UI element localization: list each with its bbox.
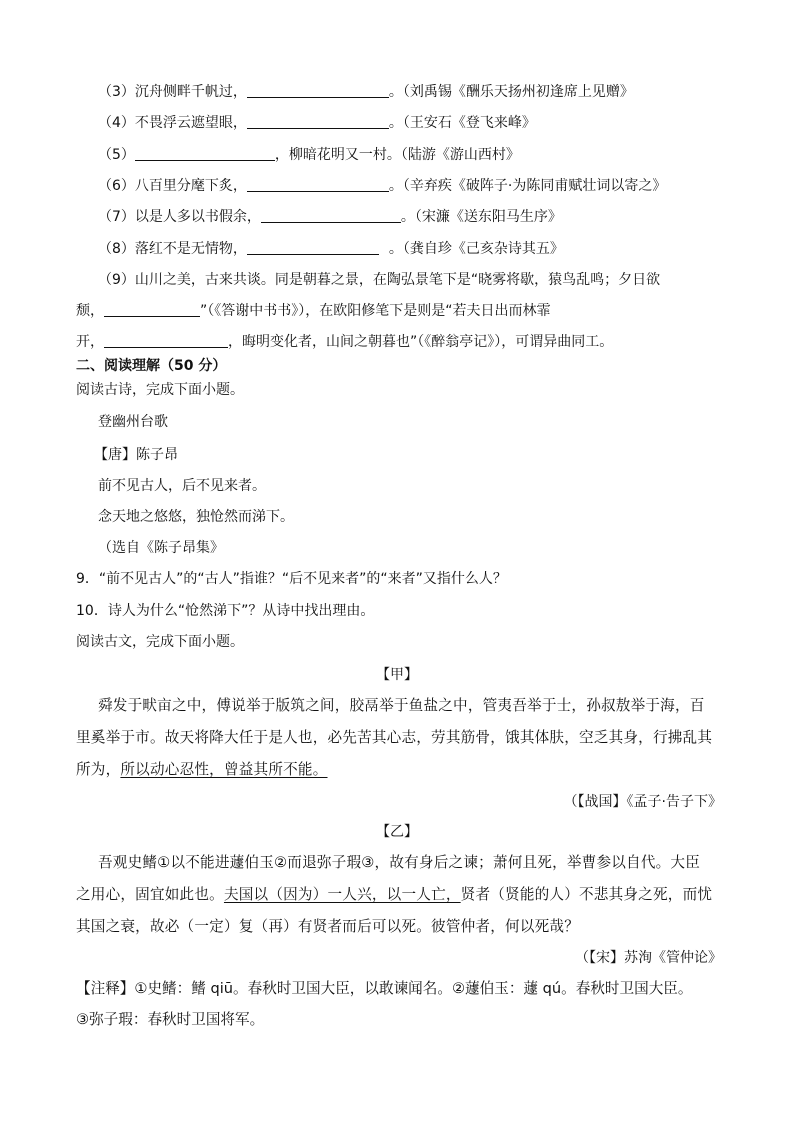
- annotation-line-2: ③弥子瑕：春秋时卫国将军。: [76, 1011, 265, 1028]
- poem-title: 登幽州台歌: [98, 414, 168, 430]
- poem-instruction: 阅读古诗，完成下面小题。: [76, 382, 244, 398]
- section-title: 二、阅读理解（50 分）: [76, 358, 227, 374]
- fill-item-8-suffix: 。（龚自珍《己亥杂诗其五》: [388, 241, 564, 257]
- answer-blank[interactable]: [261, 208, 401, 223]
- fill-item-7-suffix: 。（宋濂《送东阳马生序》: [400, 209, 562, 225]
- passage-yi-line-1: 吾观史鳍①以不能进蘧伯玉②而退弥子瑕③，故有身后之谏；萧何且死，举曹参以自代。大臣: [98, 854, 701, 871]
- prose-instruction: 阅读古文，完成下面小题。: [76, 634, 244, 650]
- question-9: 9．“前不见古人”的“古人”指谁？“后不见来者”的“来者”又指什么人？: [76, 571, 507, 587]
- passage-yi-line-2-start: 之用心，固宜如此也。: [76, 886, 224, 903]
- answer-blank[interactable]: [247, 83, 389, 98]
- answer-blank[interactable]: [104, 333, 228, 348]
- poem-author: 【唐】陈子昂: [94, 447, 178, 463]
- answer-blank[interactable]: [247, 177, 389, 192]
- fill-item-3-prefix: （3）沉舟侧畔千帆过，: [98, 84, 247, 100]
- fill-item-4: [98, 113, 536, 133]
- passage-jia-line-3-start: 所为，: [76, 761, 121, 778]
- fill-item-7: [98, 207, 562, 227]
- passage-jia-line-3: [76, 760, 328, 780]
- underlined-sentence: 夫国以（因为）一人兴，以一人亡，: [223, 886, 461, 903]
- passage-jia-label: 【甲】: [376, 667, 418, 683]
- poem-line-1: 前不见古人，后不见来者。: [98, 478, 266, 494]
- poem-source: （选自《陈子昂集》: [98, 540, 224, 556]
- fill-item-4-prefix: （4）不畏浮云遮望眼，: [98, 115, 247, 131]
- answer-blank[interactable]: [247, 240, 379, 255]
- fill-item-5-prefix: （5）: [98, 147, 135, 163]
- fill-item-3: [98, 82, 634, 102]
- answer-blank[interactable]: [247, 114, 389, 129]
- fill-item-9-line2-suffix: ”（《答谢中书书》），在欧阳修笔下是则是“若夫日出而林霏: [200, 303, 551, 319]
- fill-item-9-line3: [76, 332, 613, 352]
- fill-item-5-suffix: ，柳暗花明又一村。（陆游《游山西村》: [274, 147, 520, 163]
- passage-yi-line-2: [76, 885, 712, 905]
- poem-line-2: 念天地之悠悠，独怆然而涕下。: [98, 509, 294, 525]
- annotation-line-1: 【注释】①史鳍：鳍 qiū。春秋时卫国大臣，以敢谏闻名。②蘧伯玉：蘧 qú。春秋时卫国大臣。: [76, 980, 693, 997]
- fill-item-9-line1: （9）山川之美，古来共谈。同是朝暮之景，在陶弘景笔下是“晓雾将歇，猿鸟乱鸣；夕日欲: [98, 272, 661, 288]
- fill-item-4-suffix: 。（王安石《登飞来峰》: [388, 115, 536, 131]
- answer-blank[interactable]: [104, 302, 200, 317]
- fill-item-6: [98, 176, 666, 196]
- passage-jia-line-1: 舜发于畎亩之中，傅说举于版筑之间，胶鬲举于鱼盐之中，管夷吾举于士，孙叔敖举于海，百: [98, 697, 705, 714]
- question-10: 10．诗人为什么“怆然涕下”？从诗中找出理由。: [76, 603, 375, 619]
- passage-yi-label: 【乙】: [376, 824, 418, 840]
- fill-item-8-prefix: （8）落红不是无情物，: [98, 241, 247, 257]
- fill-item-3-suffix: 。（刘禹锡《酬乐天扬州初逢席上见赠》: [388, 84, 634, 100]
- fill-item-5: [98, 145, 520, 165]
- passage-yi-source: （【宋】苏洵《管仲论》: [575, 950, 722, 966]
- answer-blank[interactable]: [135, 146, 275, 161]
- fill-item-8: [98, 239, 564, 259]
- fill-item-6-prefix: （6）八百里分麾下炙，: [98, 178, 247, 194]
- passage-jia-line-2: 里奚举于市。故天将降大任于是人也，必先苦其心志，劳其筋骨，饿其体肤，空乏其身，行拂乱其: [76, 729, 713, 746]
- underlined-sentence: 所以动心忍性，曾益其所不能。: [120, 761, 328, 778]
- passage-yi-line-2-end: 贤者（贤能的人）不悲其身之死，而忧: [460, 886, 713, 903]
- fill-item-9-line2: [76, 301, 551, 321]
- passage-yi-line-3: 其国之衰，故必（一定）复（再）有贤者而后可以死。彼管仲者，何以死哉？: [76, 918, 579, 935]
- fill-item-9-line3-suffix: ，晦明变化者，山间之朝暮也”（《醉翁亭记》），可谓异曲同工。: [228, 334, 614, 350]
- fill-item-6-suffix: 。（辛弃疾《破阵子·为陈同甫赋壮词以寄之》: [388, 178, 667, 194]
- fill-item-9-line2-prefix: 颓，: [76, 303, 104, 319]
- fill-item-9-line3-prefix: 开，: [76, 334, 104, 350]
- passage-jia-source: （【战国】《孟子·告子下》: [563, 794, 722, 810]
- fill-item-7-prefix: （7）以是人多以书假余，: [98, 209, 261, 225]
